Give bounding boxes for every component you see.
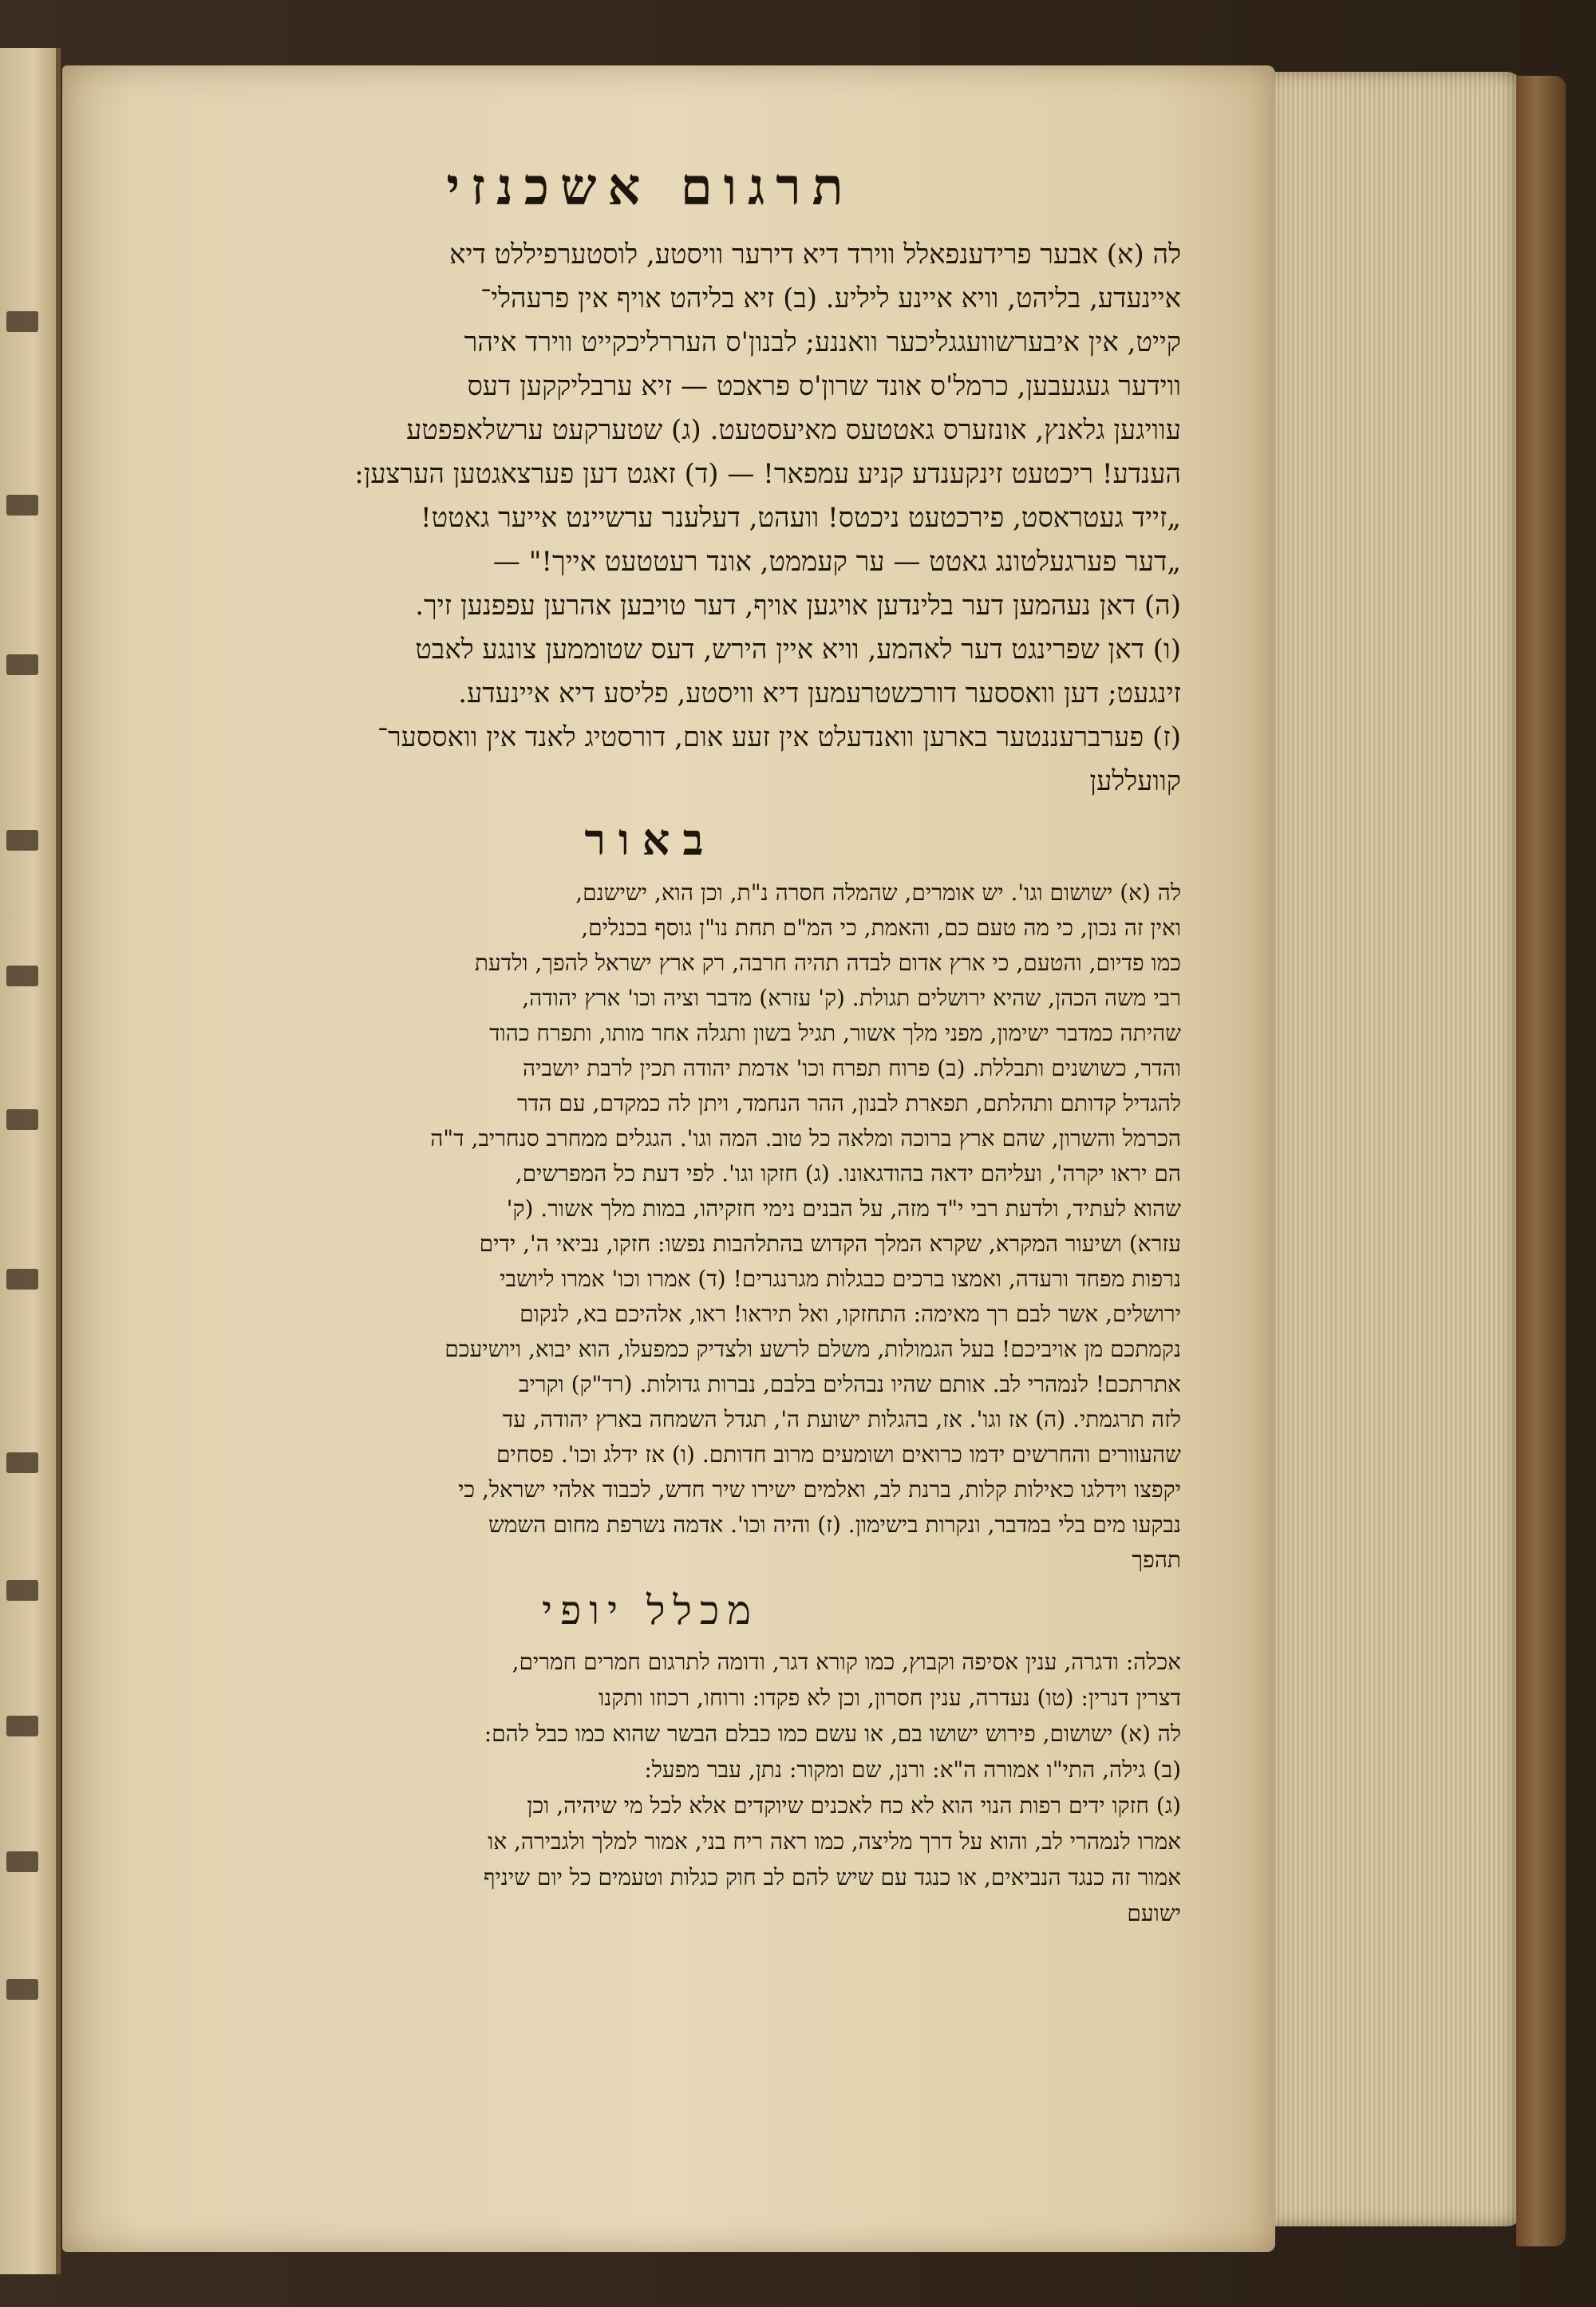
translation-line: (ה) דאן נעהמען דער בלינדען אויגען אויף, דער טויבען אהרען עפפנען זיך.	[415, 590, 1181, 622]
grammar-note-line: אכלה: ודגרה, ענין אסיפה וקבוץ, כמו קורא דגר, ודומה לתרגום חמרים חמרים,	[512, 1648, 1181, 1675]
translation-block	[120, 233, 1181, 804]
translation-line: קייט, אין איבערשוועגגליכער וואננע; לבנון'ס העררליכקייט ווירד איהר	[464, 326, 1181, 359]
biur-commentary-block	[120, 875, 1181, 1578]
commentary-line: לה (א) ישושום וגו'. יש אומרים, שהמלה חסרה נ"ת, וכן הוא, ישישנם,	[575, 879, 1181, 906]
commentary-line: ואין זה נכון, כי מה טעם כם, והאמת, כי המ"ם תחת נו"ן גוסף בכנלים,	[581, 914, 1181, 941]
translation-line: „דער פערגעלטונג גאטט — ער קעממט, אונד רעטטעט אייך!" —	[492, 546, 1181, 579]
grammar-note-line: (ג) חזקו ידים רפות הנוי הוא לא כח לאכנים שיוקדים אלא לכל מי שיהיה, וכן	[527, 1791, 1181, 1819]
commentary-line: הם יראו יקרה', ועליהם ידאה בהודגאונו. (ג) חזקו וגו'. לפי דעת כל המפרשים,	[515, 1159, 1181, 1187]
page-block-edges	[1275, 72, 1523, 2226]
book-cover-edge	[1516, 76, 1566, 2246]
translation-line: ווידער געגעבען, כרמל'ס אונד שרון'ס פראכט — זיא ערבליקקען דעס	[467, 370, 1181, 403]
commentary-line: והדר, כשושנים ותבללת. (ב) פרוח תפרח וכו' אדמת יהודה תכין לרבת יושביה	[523, 1054, 1181, 1081]
grammar-note-line: אמור זה כנגד הנביאים, או כנגד עם שיש להם לב חוק כגלות וטעמים כל יום שיניף	[483, 1863, 1181, 1890]
translation-line: איינעדע, בליהט, וויא איינע ליליע. (ב) זיא בליהט אויף אין פרעהלי־	[480, 282, 1181, 315]
commentary-line: להגדיל קדותם ותהלתם, תפארת לבנון, ההר הנחמד, ויתן לה כמקדם, עם הדר	[517, 1089, 1181, 1116]
translation-line: קוועללען	[1089, 765, 1181, 798]
translation-line: (ז) פערברעננטער בארען וואנדעלט אין זעע אום, דורסטיג לאנד אין וואססער־	[377, 721, 1181, 754]
grammar-note-line: דצרין דנרין: (טו) נעדרה, ענין חסרון, וכן לא פקדו: ורוחו, רכוזו ותקנו	[598, 1684, 1181, 1711]
translation-line: לה (א) אבער פרידענפאלל ווירד דיא דירער וויסטע, לוסטערפיללט דיא	[449, 239, 1181, 271]
commentary-line: ירושלים, אשר לבם רך מאימה: התחזקו, ואל תיראו! ראו, אלהיכם בא, לנקום	[519, 1300, 1181, 1327]
translation-line: זינגעט; דען וואססער דורכשטרעמען דיא וויסטע, פליסע דיא איינעדע.	[458, 677, 1181, 710]
commentary-line: נרפות מפחד ורעדה, ואמצו ברכים כבגלות מגרנגרים! (ד) אמרו וכו' אמרו ליושבי	[500, 1265, 1181, 1292]
translation-line: (ו) דאן שפרינגט דער לאהמע, וויא איין הירש, דעס שטוממען צונגע לאבט	[415, 634, 1181, 666]
commentary-line: יקפצו וידלגו כאילות קלות, ברנת לב, ואלמים ישירו שיר חדש, לכבוד אלהי ישראל, כי	[458, 1475, 1181, 1503]
grammar-note-line: אמרו לנמהרי לב, והוא על דרך מליצה, כמו ראה ריח בני, אמור למלך ולגבירה, או	[488, 1827, 1181, 1855]
grammar-note-line: (ב) גילה, התי"ו אמורה ה"א: ורנן, שם ומקור: נתן, עבר מפעל:	[644, 1756, 1181, 1783]
grammar-note-line: ישועם	[1127, 1899, 1181, 1926]
commentary-line: תהפך	[1132, 1546, 1181, 1573]
commentary-line: אתרתכם! לנמהרי לב. אותם שהיו נבהלים בלבם, נברות גדולות. (רד"ק) וקריב	[518, 1370, 1181, 1397]
michlal-yofi-block	[120, 1644, 1181, 1931]
commentary-line: נקמתכם מן אויביכם! בעל הגמולות, משלם לרשע ולצדיק כמפעלו, הוא יבוא, ויושיעכם	[444, 1335, 1181, 1362]
commentary-line: לזה תרגמתי. (ה) אז וגו'. אז, בהגלות ישועת ה', תגדל השמחה בארץ יהודה, עד	[502, 1405, 1181, 1432]
translation-line: „זייד געטראסט, פירכטעט ניכטס! וועהט, דעלענר ערשיינט אייער גאטט!	[420, 502, 1181, 535]
page-content	[120, 157, 1181, 1931]
commentary-line: עזרא) ושיעור המקרא, שקרא המלך הקדוש בהתלהבות נפשו: חזקו, נביאי ה', ידים	[479, 1230, 1181, 1257]
grammar-note-line: לה (א) ישושום, פירוש ישושו בם, או עשם כמו כבלם הבשר שהוא כמו כבל להם:	[484, 1720, 1181, 1747]
translation-line: הענדע! ריכטעט זינקענדע קניע עמפאר! — (ד) זאגט דען פערצאגטען הערצען:	[354, 458, 1181, 491]
commentary-line: נבקעו מים בלי במדבר, ונקרות בישימון. (ז) והיה וכו'. אדמה נשרפת מחום השמש	[488, 1511, 1181, 1538]
section-heading-michlal-yofi: מכלל יופי	[542, 1586, 759, 1633]
commentary-line: הכרמל והשרון, שהם ארץ ברוכה ומלאה כל טוב. המה וגו'. הגגלים ממחרב סנחריב, ד"ה	[430, 1124, 1181, 1152]
section-heading-biur: באור	[584, 814, 717, 866]
commentary-line: רבי משה הכהן, שהיא ירושלים תגולת. (ק' עזרא) מדבר וציה וכו' ארץ יהודה,	[522, 984, 1181, 1011]
commentary-line: שהיתה כמדבר ישימון, מפני מלך אשור, תגיל בשון ותגלה אחר מותו, ותפרח כהוד	[489, 1019, 1181, 1046]
translation-line: עוויגען גלאנץ, אונזערס גאטטעס מאיעסטעט. (ג) שטערקעט ערשלאפפטע	[406, 414, 1181, 447]
facing-page-edge	[0, 48, 61, 2274]
commentary-line: שהעוורים והחרשים ידמו כרואים ושומעים מרוב חדותם. (ו) אז ידלג וכו'. פסחים	[496, 1440, 1181, 1468]
commentary-line: שהוא לעתיד, ולדעת רבי י"ד מזה, על הבנים נימי חזקיהו, במות מלך אשור. (ק'	[506, 1195, 1181, 1222]
commentary-line: כמו פדיום, והטעם, כי ארץ אדום לבדה תהיה חרבה, רק ארץ ישראל להפך, ולדעת	[474, 949, 1181, 976]
page-title: תרגום אשכנזי	[446, 157, 855, 217]
